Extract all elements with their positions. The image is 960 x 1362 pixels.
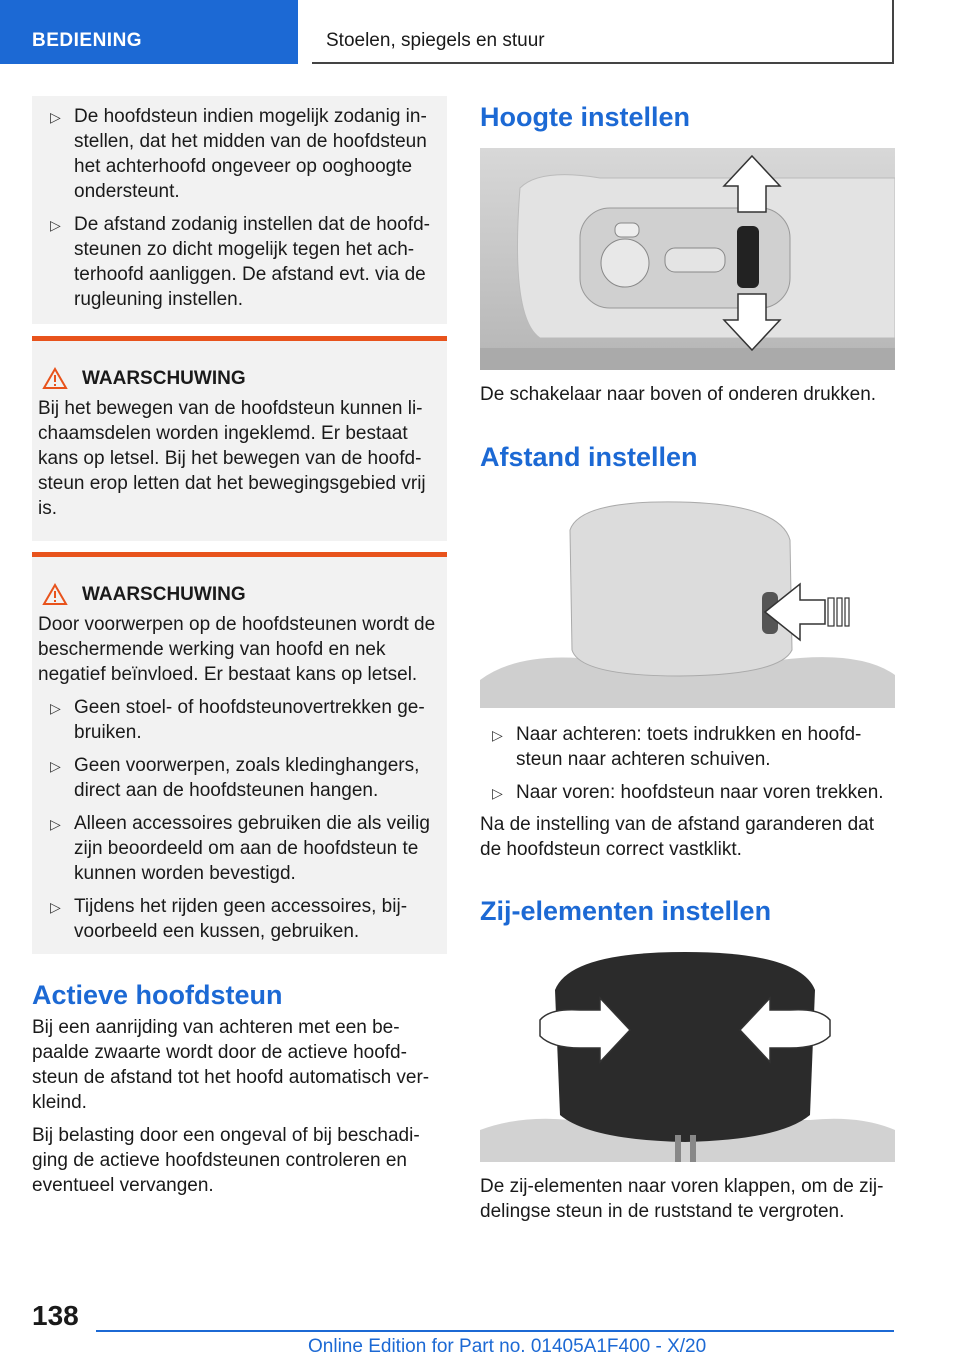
section-heading: Actieve hoofdsteun — [32, 980, 283, 1010]
image-caption: De zij-elementen naar voren klappen, om de zij-delingse steun in de ruststand te vergroten. — [480, 1176, 884, 1222]
warning-triangle-icon — [42, 367, 68, 390]
section-heading: Zij-elementen instellen — [480, 896, 772, 926]
distance-list — [480, 722, 895, 813]
footer-divider — [96, 1330, 894, 1332]
triangle-bullet-icon: ▷ — [50, 700, 61, 716]
page-number: 138 — [32, 1300, 79, 1331]
warning-box-2 — [32, 552, 447, 954]
list-item: ▷ Naar voren: hoofdsteun naar voren trekken. — [480, 780, 895, 805]
section-tab — [0, 0, 298, 64]
triangle-bullet-icon: ▷ — [50, 899, 61, 915]
warning-triangle-icon — [42, 583, 68, 606]
distance-headrest-image — [480, 500, 895, 708]
list-item: ▷ Tijdens het rijden geen accessoires, bij-voorbeeld een kussen, gebruiken. — [50, 896, 408, 942]
list-item: ▷ Geen voorwerpen, zoals kledinghangers, direct aan de hoofdsteunen hangen. — [50, 755, 420, 801]
section-heading: Hoogte instellen — [480, 102, 691, 132]
list-item: ▷ De hoofdsteun indien mogelijk zodanig in-stellen, dat het midden van de hoofdsteun het achterhoofd ongeveer op ooghoogte ondersteunt. — [50, 106, 427, 202]
height-switch-image — [480, 148, 895, 370]
chapter-title: Stoelen, spiegels en stuur — [326, 30, 545, 51]
triangle-bullet-icon: ▷ — [492, 727, 503, 743]
image-caption: De schakelaar naar boven of onderen drukken. — [480, 384, 877, 405]
warning-text: Bij het bewegen van de hoofdsteun kunnen li-chaamsdelen worden ingeklemd. Er bestaat kans op letsel. Bij het bewegen van de hoofd-steun erop letten dat het bewegingsgebied vrij is. — [38, 398, 426, 519]
side-elements-image — [480, 950, 895, 1162]
section-label: BEDIENING — [32, 30, 143, 51]
active-headrest-section — [32, 980, 447, 1198]
triangle-bullet-icon: ▷ — [50, 109, 61, 125]
warning-title: WAARSCHUWING — [82, 583, 246, 605]
list-item: ▷ Naar achteren: toets indrukken en hoofd-steun naar achteren schuiven. — [492, 724, 862, 770]
edition-note: Online Edition for Part no. 01405A1F400 - X/20 — [308, 1336, 707, 1357]
warning-title: WAARSCHUWING — [82, 367, 246, 389]
triangle-bullet-icon: ▷ — [50, 217, 61, 233]
intro-list-box — [32, 96, 447, 324]
list-item: ▷ De afstand zodanig instellen dat de hoofd-steunen zo dicht mogelijk tegen het ach-terhoofd aanliggen. De afstand evt. via de rugleuning instellen. — [50, 214, 430, 310]
list-item: ▷ Geen stoel- of hoofdsteunovertrekken ge-bruiken. — [50, 697, 425, 743]
chapter-header — [312, 0, 894, 64]
warning-box-1 — [32, 336, 447, 541]
triangle-bullet-icon: ▷ — [50, 816, 61, 832]
list-item: ▷ Alleen accessoires gebruiken die als veilig zijn beoordeeld om aan de hoofdsteun te kunnen worden bevestigd. — [50, 813, 430, 884]
paragraph: Na de instelling van de afstand garanderen dat de hoofdsteun correct vastklikt. — [480, 814, 874, 860]
warning-text: Door voorwerpen op de hoofdsteunen wordt de beschermende werking van hoofd en nek negatief beïnvloed. Er bestaat kans op letsel. — [38, 614, 436, 685]
triangle-bullet-icon: ▷ — [50, 758, 61, 774]
section-heading: Afstand instellen — [480, 442, 698, 472]
triangle-bullet-icon: ▷ — [492, 785, 503, 801]
paragraph: Bij belasting door een ongeval of bij beschadi-ging de actieve hoofdsteunen controleren en eventueel vervangen. — [32, 1125, 420, 1196]
paragraph: Bij een aanrijding van achteren met een be-paalde zwaarte wordt door de actieve hoofd-steun de afstand tot het hoofd automatisch ver-kleind. — [32, 1017, 430, 1113]
